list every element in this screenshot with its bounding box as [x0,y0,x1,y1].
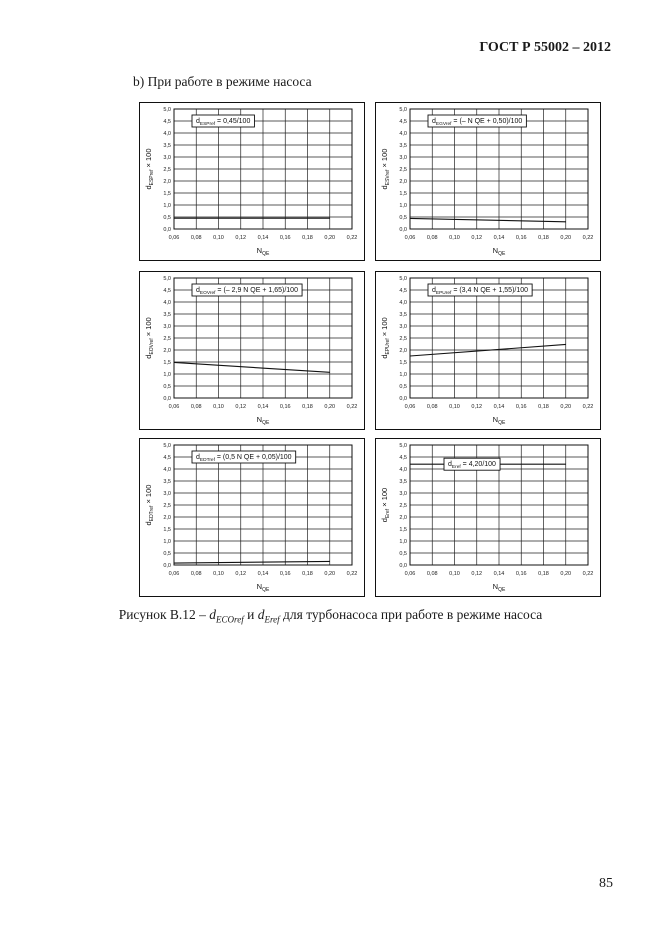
legend [428,284,532,296]
x-tick-label: 0,12 [471,235,483,241]
x-tick-label: 0,14 [493,571,505,577]
y-tick-label: 1,5 [163,191,171,197]
y-axis-label: $d_{EPUref} \times 100$ [380,317,391,359]
y-tick-label: 4,5 [399,119,407,125]
caption-symbol-1: $d_{ECOref}$ [209,607,244,625]
y-tick-label: 1,0 [399,539,407,545]
legend-formula: $d_{Eref} = 4,20/100$ [448,461,496,471]
y-tick-label: 4,0 [163,300,171,306]
caption-suffix: для турбонасоса при работе в режиме насоса [279,607,543,622]
y-tick-label: 3,0 [163,155,171,161]
chart-1 [140,103,364,260]
legend-formula: $d_{EPUref} = (3,4$ N QE + 1,55)/100 [432,287,529,296]
y-tick-label: 2,5 [399,503,407,509]
y-axis-label: $d_{Eref} \times 100$ [380,487,391,523]
caption-middle: и [243,607,258,622]
x-tick-label: 0,12 [471,571,483,577]
legend [444,458,500,470]
chart-panel-3 [139,271,365,430]
y-tick-label: 4,5 [163,288,171,294]
x-tick-label: 0,16 [515,404,527,410]
y-tick-label: 4,5 [163,119,171,125]
x-tick-label: 0,22 [582,571,594,577]
x-axis-label: $N_{QE}$ [492,582,506,593]
y-tick-label: 4,0 [163,467,171,473]
y-tick-label: 2,5 [399,167,407,173]
y-tick-label: 3,0 [163,491,171,497]
x-tick-label: 0,12 [235,235,247,241]
x-tick-label: 0,20 [560,571,572,577]
y-tick-label: 5,0 [163,107,171,113]
chart-panel-1 [139,102,365,261]
y-tick-label: 3,5 [163,479,171,485]
x-tick-label: 0,20 [560,404,572,410]
x-tick-label: 0,20 [324,404,336,410]
document-header: ГОСТ Р 55002 – 2012 [479,40,611,55]
y-tick-label: 3,5 [399,312,407,318]
x-tick-label: 0,10 [213,235,224,241]
y-tick-label: 0,5 [163,551,171,557]
x-axis-label: $N_{QE}$ [492,246,506,257]
y-tick-label: 2,0 [163,179,171,185]
x-tick-label: 0,20 [324,571,336,577]
y-tick-label: 0,0 [399,227,407,233]
y-tick-label: 3,5 [163,312,171,318]
y-tick-label: 5,0 [399,276,407,282]
x-tick-label: 0,06 [168,571,180,577]
legend [192,115,254,127]
series-line [174,362,330,372]
y-tick-label: 1,0 [399,203,407,209]
y-tick-label: 2,5 [163,503,171,509]
figure-caption [0,607,661,625]
x-tick-label: 0,14 [257,235,269,241]
x-axis-label: $N_{QE}$ [256,415,270,426]
x-tick-label: 0,14 [493,235,505,241]
y-tick-label: 1,5 [163,360,171,366]
y-tick-label: 1,5 [399,191,407,197]
y-tick-label: 2,0 [163,348,171,354]
y-tick-label: 2,5 [163,336,171,342]
y-tick-label: 1,0 [399,372,407,378]
y-tick-label: 0,5 [399,551,407,557]
x-tick-label: 0,22 [582,235,594,241]
legend [192,284,302,296]
y-tick-label: 5,0 [399,107,407,113]
x-tick-label: 0,12 [235,404,247,410]
y-tick-label: 2,5 [399,336,407,342]
x-tick-label: 0,18 [538,235,549,241]
legend [428,115,526,127]
y-tick-label: 2,5 [163,167,171,173]
x-tick-label: 0,22 [346,404,358,410]
y-tick-label: 4,0 [163,131,171,137]
y-tick-label: 1,5 [163,527,171,533]
y-tick-label: 0,0 [399,563,407,569]
legend [192,451,296,463]
y-tick-label: 4,0 [399,467,407,473]
y-tick-label: 4,0 [399,300,407,306]
legend-formula: $d_{EGVref}$ = (– N QE + 0,50)/100 [432,118,523,127]
x-tick-label: 0,18 [302,571,313,577]
x-axis-label: $N_{QE}$ [256,582,270,593]
y-tick-label: 0,0 [163,396,171,402]
y-tick-label: 1,5 [399,360,407,366]
x-tick-label: 0,16 [515,571,527,577]
y-axis-label: $d_{ESVref} \times 100$ [380,148,391,190]
x-axis-label: $N_{QE}$ [256,246,270,257]
x-tick-label: 0,08 [190,404,202,410]
x-tick-label: 0,06 [404,571,416,577]
caption-symbol-2: $d_{Eref}$ [257,607,280,625]
y-tick-label: 1,0 [163,539,171,545]
y-axis-label: $d_{ESPref} \times 100$ [144,148,155,190]
chart-2 [376,103,600,260]
x-tick-label: 0,10 [213,404,224,410]
legend-formula: $d_{EDTref} = (0,5$ N QE + 0,05)/100 [196,454,292,463]
y-tick-label: 0,0 [163,227,171,233]
y-tick-label: 2,0 [399,179,407,185]
y-tick-label: 4,5 [399,455,407,461]
x-tick-label: 0,16 [515,235,527,241]
y-tick-label: 5,0 [399,443,407,449]
x-tick-label: 0,10 [449,571,460,577]
x-axis-label: $N_{QE}$ [492,415,506,426]
x-tick-label: 0,06 [168,404,180,410]
y-tick-label: 0,0 [399,396,407,402]
page-number: 85 [599,876,613,891]
y-tick-label: 3,0 [399,491,407,497]
x-tick-label: 0,06 [168,235,180,241]
x-tick-label: 0,18 [302,235,313,241]
x-tick-label: 0,12 [235,571,247,577]
y-axis-label: $d_{EOVref} \times 100$ [144,317,155,359]
y-tick-label: 1,0 [163,372,171,378]
y-tick-label: 2,0 [399,515,407,521]
y-tick-label: 1,0 [163,203,171,209]
x-tick-label: 0,08 [190,571,202,577]
y-axis-label: $d_{EDTref} \times 100$ [144,484,155,526]
chart-panel-4 [375,271,601,430]
x-tick-label: 0,08 [190,235,202,241]
x-tick-label: 0,14 [257,404,269,410]
legend-formula: $d_{EOVref}$ = (– 2,9 N QE + 1,65)/100 [196,287,298,296]
y-tick-label: 1,5 [399,527,407,533]
x-tick-label: 0,22 [346,235,358,241]
y-tick-label: 5,0 [163,443,171,449]
chart-panel-6 [375,438,601,597]
x-tick-label: 0,10 [449,235,460,241]
x-tick-label: 0,12 [471,404,483,410]
y-tick-label: 2,0 [163,515,171,521]
chart-4 [376,272,600,429]
y-tick-label: 0,5 [399,384,407,390]
x-tick-label: 0,22 [346,571,358,577]
series-line [410,218,566,221]
y-tick-label: 4,0 [399,131,407,137]
x-tick-label: 0,10 [449,404,460,410]
y-tick-label: 4,5 [163,455,171,461]
y-tick-label: 5,0 [163,276,171,282]
x-tick-label: 0,08 [426,235,438,241]
y-tick-label: 0,5 [399,215,407,221]
x-tick-label: 0,18 [538,404,549,410]
y-tick-label: 0,5 [163,384,171,390]
x-tick-label: 0,14 [493,404,505,410]
x-tick-label: 0,14 [257,571,269,577]
x-tick-label: 0,20 [560,235,572,241]
y-tick-label: 3,0 [399,324,407,330]
y-tick-label: 4,5 [399,288,407,294]
x-tick-label: 0,22 [582,404,594,410]
x-tick-label: 0,06 [404,235,416,241]
chart-panel-2 [375,102,601,261]
section-subtitle: b) При работе в режиме насоса [133,74,312,89]
x-tick-label: 0,16 [279,235,291,241]
y-tick-label: 0,0 [163,563,171,569]
caption-prefix: Рисунок В.12 – [118,607,210,622]
x-tick-label: 0,18 [538,571,549,577]
chart-3 [140,272,364,429]
legend-formula: $d_{ESPref} = 0,45/100$ [196,118,251,127]
chart-panel-5 [139,438,365,597]
x-tick-label: 0,16 [279,571,291,577]
y-tick-label: 3,5 [399,143,407,149]
x-tick-label: 0,18 [302,404,313,410]
x-tick-label: 0,06 [404,404,416,410]
y-tick-label: 2,0 [399,348,407,354]
series-line [174,561,330,563]
y-tick-label: 3,5 [163,143,171,149]
y-tick-label: 3,0 [399,155,407,161]
chart-6 [376,439,600,596]
chart-5 [140,439,364,596]
y-tick-label: 3,0 [163,324,171,330]
x-tick-label: 0,16 [279,404,291,410]
x-tick-label: 0,20 [324,235,336,241]
x-tick-label: 0,08 [426,571,438,577]
y-tick-label: 3,5 [399,479,407,485]
x-tick-label: 0,10 [213,571,224,577]
x-tick-label: 0,08 [426,404,438,410]
y-tick-label: 0,5 [163,215,171,221]
